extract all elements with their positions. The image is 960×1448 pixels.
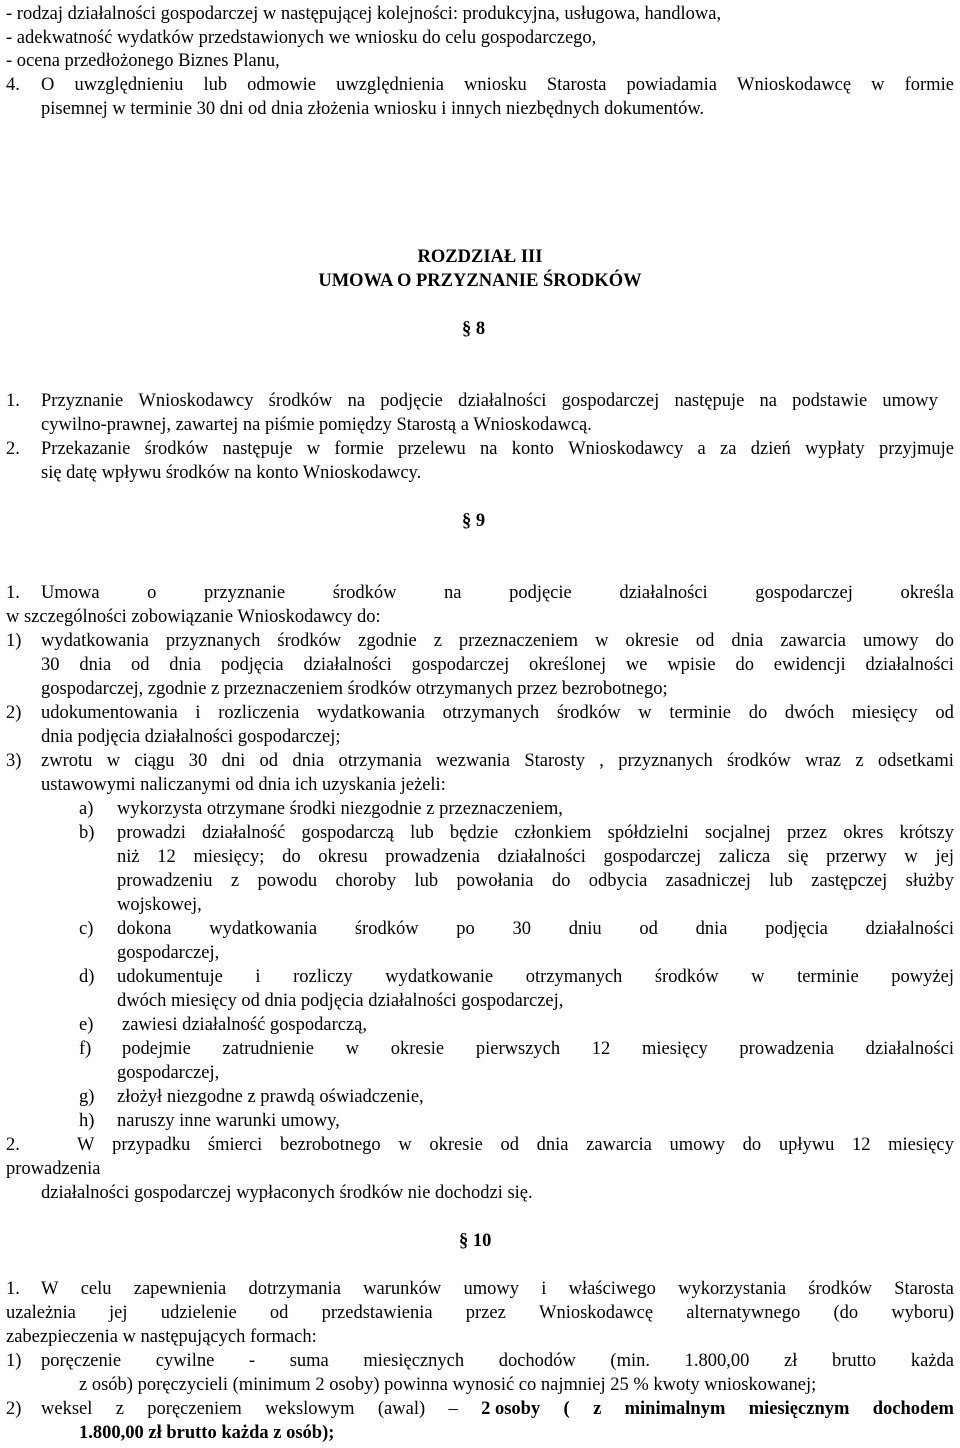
word: na xyxy=(347,391,366,411)
word: udzielenie xyxy=(160,1303,237,1323)
word: Wnioskodawcy xyxy=(568,439,684,459)
word: lub xyxy=(410,823,434,843)
word: jej xyxy=(109,1303,128,1323)
word: prowadzenia xyxy=(385,847,480,867)
word: środków xyxy=(727,751,791,771)
word: okres xyxy=(843,823,884,843)
sub-item-c-line-1 xyxy=(117,917,954,941)
word: minimalnym xyxy=(624,1399,726,1419)
word: zawarcia xyxy=(780,631,846,651)
word: członkiem xyxy=(514,823,592,843)
word: z xyxy=(115,1399,124,1419)
chapter-title: UMOWA O PRZYZNANIE ŚRODKÓW xyxy=(318,271,642,291)
word: po xyxy=(456,919,475,939)
word: określa xyxy=(900,583,954,603)
word: w xyxy=(345,1039,360,1059)
word: formie xyxy=(904,75,954,95)
word: zgodnie xyxy=(358,631,417,651)
par9-p1-line-1 xyxy=(41,581,954,605)
sub-item-letter: c) xyxy=(79,919,94,939)
word: ewidencji xyxy=(773,655,846,675)
word: przez xyxy=(465,1303,506,1323)
criteria-item: - ocena przedłożonego Biznes Planu, xyxy=(6,51,280,71)
word: ciągu xyxy=(134,751,175,771)
par9-i1-line-2 xyxy=(41,653,954,677)
word: Przekazanie xyxy=(41,439,131,459)
word: dnia xyxy=(79,655,112,675)
par10-p1-line-3: zabezpieczenia w następujących formach: xyxy=(6,1327,317,1347)
word: na xyxy=(444,583,462,603)
word: Starosta xyxy=(546,75,607,95)
sub-item-letter: h) xyxy=(79,1111,95,1131)
word: określonej xyxy=(529,655,607,675)
word: miesięcznym xyxy=(748,1399,850,1419)
word: od xyxy=(130,655,150,675)
word: wydatkowanie xyxy=(385,967,494,987)
paragraph-heading-10 xyxy=(459,1229,491,1253)
word: dochodem xyxy=(872,1399,954,1419)
word: dnia xyxy=(695,919,728,939)
word: od xyxy=(935,703,954,723)
word: zatrudnienie xyxy=(222,1039,314,1059)
word: 2 osoby xyxy=(481,1399,541,1419)
word: wekslowym xyxy=(265,1399,355,1419)
word: okresie xyxy=(625,631,679,651)
word: powiadamia xyxy=(626,75,717,95)
word: następuje xyxy=(674,391,745,411)
word: podjęcia xyxy=(220,655,284,675)
word: warunków xyxy=(363,1279,442,1299)
word: okresu xyxy=(318,847,368,867)
word: krótszy xyxy=(899,823,954,843)
word: poręczeniem xyxy=(147,1399,242,1419)
word: poręczenie xyxy=(41,1351,122,1371)
word: miesięcy xyxy=(888,1135,954,1155)
word: wykorzystania xyxy=(678,1279,787,1299)
word: miesięcy xyxy=(641,1039,708,1059)
word: dniu xyxy=(568,919,602,939)
word: miesięcy xyxy=(851,703,918,723)
word: się xyxy=(787,847,809,867)
par9-i1-line-3: gospodarczej, zgodnie z przeznaczeniem środków otrzymanych przez bezrobotnego; xyxy=(41,679,668,699)
word: od xyxy=(259,751,279,771)
criteria-item: - rodzaj działalności gospodarczej w następującej kolejności: produkcyjna, usługowa, handlowa, xyxy=(6,4,722,24)
word: przelewu xyxy=(397,439,466,459)
word: umowy xyxy=(862,631,919,651)
word: umowy xyxy=(882,391,938,411)
word: 30 xyxy=(41,655,60,675)
word: Starosty xyxy=(524,751,585,771)
word: działalności xyxy=(865,919,954,939)
word: od xyxy=(639,919,658,939)
word: suma xyxy=(289,1351,329,1371)
word: celu xyxy=(80,1279,112,1299)
word: od xyxy=(500,1135,519,1155)
paragraph-heading-8 xyxy=(462,317,485,341)
word: cywilne xyxy=(155,1351,215,1371)
word: w xyxy=(871,75,885,95)
word: przyznanych xyxy=(618,751,713,771)
item-number: 1. xyxy=(6,391,20,411)
word: W xyxy=(41,1279,59,1299)
word: wyboru) xyxy=(891,1303,954,1323)
word: działalności xyxy=(865,655,954,675)
word: na xyxy=(480,439,498,459)
word: prowadzeniu xyxy=(117,871,213,891)
word: środków xyxy=(332,583,397,603)
word: powołania xyxy=(456,871,534,891)
word: przyznanych xyxy=(165,631,261,651)
par9-p2-line-1 xyxy=(77,1133,954,1157)
word: dotrzymania xyxy=(248,1279,341,1299)
word: powodu xyxy=(257,871,318,891)
word: w xyxy=(751,967,765,987)
word: (do xyxy=(833,1303,859,1323)
section-sign: § xyxy=(462,511,472,531)
par10-i2-line-1 xyxy=(41,1397,954,1421)
word: weksel xyxy=(41,1399,93,1419)
word: umowy xyxy=(463,1279,519,1299)
word: udokumentowania xyxy=(41,703,178,723)
word: środków xyxy=(654,967,719,987)
word: terminie xyxy=(669,703,731,723)
word: odbycia xyxy=(588,871,648,891)
par9-i2-line-1 xyxy=(41,701,954,725)
par10-i2-line-2: 1.800,00 zł brutto każda z osób); xyxy=(79,1423,335,1443)
word: Wnioskodawcę xyxy=(737,75,852,95)
sub-item-letter: d) xyxy=(79,967,95,987)
word: do xyxy=(735,655,754,675)
word: do xyxy=(935,631,954,651)
sub-item-b-line-1 xyxy=(117,821,954,845)
sub-item-d-line-1 xyxy=(117,965,954,989)
sub-item-letter: b) xyxy=(79,823,95,843)
item-number: 2. xyxy=(6,439,20,459)
par9-p1-line-2: w szczególności zobowiązanie Wnioskodawcy do: xyxy=(6,607,381,627)
item-4-line-2: pisemnej w terminie 30 dni od dnia złożenia wniosku i innych niezbędnych dokumentów. xyxy=(41,99,705,119)
sub-item-f-line-2: gospodarczej, xyxy=(117,1063,220,1083)
word: zasadniczej xyxy=(665,871,751,891)
word: działalność xyxy=(202,823,286,843)
word: podejmie xyxy=(122,1039,191,1059)
paragraph-number: 10 xyxy=(472,1231,492,1251)
sub-item-letter: e) xyxy=(79,1015,94,1035)
word: dni xyxy=(221,751,246,771)
item-number: 2) xyxy=(6,703,22,723)
word: przyznanie xyxy=(203,583,286,603)
word: odsetkami xyxy=(877,751,954,771)
item-number: 1. xyxy=(6,1279,20,1299)
word: zapewnienia xyxy=(133,1279,227,1299)
word: na xyxy=(759,391,777,411)
word: lub xyxy=(769,871,793,891)
word: z xyxy=(855,751,864,771)
word: właściwego xyxy=(568,1279,656,1299)
word: od xyxy=(269,1303,289,1323)
par9-p2-line-3: działalności gospodarczej wypłaconych środków nie dochodzi się. xyxy=(41,1183,533,1203)
word: udokumentuje xyxy=(117,967,223,987)
par10-i1-line-1 xyxy=(41,1349,954,1373)
item-4-line-1 xyxy=(41,73,954,97)
word: rozliczy xyxy=(293,967,353,987)
word: miesięcy; xyxy=(193,847,265,867)
word: i xyxy=(541,1279,547,1299)
word: zawarcia xyxy=(586,1135,652,1155)
word: lub xyxy=(203,75,228,95)
word: we xyxy=(625,655,648,675)
word: podstawie xyxy=(792,391,868,411)
word: przyjmuje xyxy=(878,439,954,459)
word: W xyxy=(77,1135,95,1155)
word: 12 xyxy=(851,1135,871,1155)
word: Umowa xyxy=(41,583,100,603)
word: gospodarczej xyxy=(411,655,510,675)
word: następuje xyxy=(222,439,293,459)
item-number: 2) xyxy=(6,1399,22,1419)
word: miesięcznych xyxy=(363,1351,465,1371)
word: gospodarczej xyxy=(755,583,853,603)
word: będzie xyxy=(449,823,499,843)
word: dnia xyxy=(731,631,764,651)
word: podjęcia xyxy=(765,919,828,939)
sub-item-d-line-2: dwóch miesięcy od dnia podjęcia działalności gospodarczej, xyxy=(117,991,564,1011)
word: działalności xyxy=(619,583,708,603)
item-number: 2. xyxy=(6,1135,20,1155)
par8-p1-line-1 xyxy=(41,389,938,413)
word: z xyxy=(433,631,442,651)
word: każda xyxy=(910,1351,954,1371)
chapter-number: ROZDZIAŁ III xyxy=(417,247,543,267)
sub-item-b-line-3 xyxy=(117,869,954,893)
word: podjęcie xyxy=(509,583,572,603)
word: działalności xyxy=(497,847,586,867)
item-number: 1) xyxy=(6,631,22,651)
word: wraz xyxy=(805,751,842,771)
word: gospodarczej xyxy=(561,391,660,411)
par8-p2-line-2: się datę wpływu środków na konto Wnioskodawcy. xyxy=(41,463,422,483)
word: otrzymania xyxy=(338,751,422,771)
paragraph-number: 8 xyxy=(475,319,486,339)
word: przedstawienia xyxy=(321,1303,433,1323)
word: a xyxy=(697,439,706,459)
section-sign: § xyxy=(462,319,472,339)
item-number: 4. xyxy=(6,75,20,95)
word: rozliczenia xyxy=(218,703,300,723)
paragraph-number: 9 xyxy=(475,511,486,531)
sub-item-e: zawiesi działalność gospodarczą, xyxy=(122,1015,368,1035)
word: bezrobotnego xyxy=(279,1135,381,1155)
word: alternatywnego xyxy=(686,1303,801,1323)
word: o xyxy=(147,583,157,603)
word: zwrotu xyxy=(41,751,93,771)
word: upływu xyxy=(778,1135,835,1155)
word: w xyxy=(595,631,609,651)
word: powyżej xyxy=(891,967,954,987)
word: Przyznanie xyxy=(41,391,124,411)
word: lub xyxy=(414,871,439,891)
word: uzależnia xyxy=(6,1303,76,1323)
sub-item-c-line-2: gospodarczej, xyxy=(117,943,220,963)
word: działalności xyxy=(865,1039,954,1059)
word: przypadku xyxy=(112,1135,191,1155)
word: działalności xyxy=(458,391,547,411)
word: O xyxy=(41,75,55,95)
sub-item-b-line-2 xyxy=(117,845,954,869)
word: środków xyxy=(277,631,342,651)
par8-p1-line-2: cywilno-prawnej, zawartej na piśmie pomiędzy Starostą a Wnioskodawcą. xyxy=(41,415,592,435)
sub-item-letter: g) xyxy=(79,1087,95,1107)
sub-item-g: złożył niezgodne z prawdą oświadczenie, xyxy=(117,1087,424,1107)
word: przez xyxy=(786,823,828,843)
word: dwóch xyxy=(784,703,835,723)
word: prowadzi xyxy=(117,823,186,843)
word: śmierci xyxy=(207,1135,263,1155)
par9-i3-line-1 xyxy=(41,749,954,773)
word: wniosku xyxy=(464,75,527,95)
item-number: 1. xyxy=(6,583,20,603)
word: podjęcie xyxy=(380,391,443,411)
word: ( xyxy=(563,1399,570,1419)
word: wpisie xyxy=(667,655,716,675)
par9-i3-line-2: ustawowymi naliczanymi od dnia ich uzyskania jeżeli: xyxy=(41,775,446,795)
word: dochodów xyxy=(498,1351,576,1371)
word: pierwszych xyxy=(475,1039,561,1059)
word: niż xyxy=(117,847,140,867)
word: formie xyxy=(334,439,384,459)
word: wydatkowania xyxy=(209,919,318,939)
item-number: 1) xyxy=(6,1351,22,1371)
sub-item-letter: f) xyxy=(79,1039,92,1059)
word: dnia xyxy=(292,751,325,771)
word: dnia xyxy=(536,1135,569,1155)
word: 1.800,00 xyxy=(684,1351,750,1371)
par10-p1-line-2 xyxy=(6,1301,954,1325)
word: z xyxy=(593,1399,602,1419)
word: zalicza xyxy=(718,847,771,867)
word: 12 xyxy=(157,847,176,867)
word: okresie xyxy=(390,1039,445,1059)
word: wypłaty xyxy=(805,439,865,459)
word: do xyxy=(282,847,301,867)
word: do xyxy=(748,703,768,723)
criteria-item: - adekwatność wydatków przedstawionych we wniosku do celu gospodarczego, xyxy=(6,28,597,48)
sub-item-b-line-4: wojskowej, xyxy=(117,895,202,915)
word: konto xyxy=(511,439,554,459)
word: (awal) xyxy=(377,1399,426,1419)
word: przeznaczeniem xyxy=(458,631,579,651)
word: socjalnej xyxy=(705,823,771,843)
word: środków xyxy=(808,1279,873,1299)
word: uwzględnieniu xyxy=(74,75,184,95)
word: środków xyxy=(556,703,621,723)
word: spółdzielni xyxy=(607,823,689,843)
word: - xyxy=(248,1351,256,1371)
word: i xyxy=(255,967,261,987)
word: wydatkowania xyxy=(317,703,425,723)
par9-p2-line-2: prowadzenia xyxy=(6,1159,101,1179)
word: okresie xyxy=(429,1135,483,1155)
word: brutto xyxy=(831,1351,877,1371)
word: w xyxy=(106,751,121,771)
word: (min. xyxy=(610,1351,650,1371)
word: do xyxy=(742,1135,762,1155)
sub-item-f-line-1 xyxy=(122,1037,954,1061)
word: środków xyxy=(268,391,333,411)
par10-i1-line-2: z osób) poręczycieli (minimum 2 osoby) powinna wynosić co najmniej 25 % kwoty wnioskowanej; xyxy=(79,1375,817,1395)
word: zł xyxy=(784,1351,798,1371)
word: za xyxy=(720,439,737,459)
word: z xyxy=(230,871,240,891)
word: wydatkowania xyxy=(41,631,149,651)
word: i xyxy=(195,703,201,723)
word: wezwania xyxy=(436,751,510,771)
word: terminie xyxy=(797,967,859,987)
par10-p1-line-1 xyxy=(41,1277,954,1301)
word: prowadzenia xyxy=(739,1039,834,1059)
word: 12 xyxy=(591,1039,611,1059)
word: umowy xyxy=(669,1135,725,1155)
word: środków xyxy=(354,919,419,939)
word: dzień xyxy=(750,439,791,459)
word: 30 xyxy=(512,919,532,939)
paragraph-heading-9 xyxy=(462,509,485,533)
par9-i1-line-1 xyxy=(41,629,954,653)
word: gospodarczej xyxy=(603,847,702,867)
word: uwzględnienia xyxy=(336,75,444,95)
word: w xyxy=(904,847,918,867)
section-sign: § xyxy=(459,1231,469,1251)
word: w xyxy=(398,1135,412,1155)
word: służby xyxy=(905,871,954,891)
word: choroby xyxy=(335,871,397,891)
word: – xyxy=(448,1399,458,1419)
word: otrzymanych xyxy=(525,967,623,987)
sub-item-a: wykorzysta otrzymane środki niezgodnie z przeznaczeniem, xyxy=(117,799,563,819)
word: gospodarczą xyxy=(301,823,394,843)
sub-item-h: naruszy inne warunki umowy, xyxy=(117,1111,340,1131)
word: w xyxy=(638,703,652,723)
sub-item-letter: a) xyxy=(79,799,94,819)
word: , xyxy=(599,751,604,771)
word: Wnioskodawcy xyxy=(138,391,254,411)
word: Starosta xyxy=(894,1279,954,1299)
word: jej xyxy=(935,847,954,867)
word: od xyxy=(695,631,715,651)
word: 30 xyxy=(188,751,208,771)
word: otrzymanych xyxy=(442,703,540,723)
par9-i2-line-2: dnia podjęcia działalności gospodarczej; xyxy=(41,727,341,747)
word: zastępczej xyxy=(811,871,888,891)
word: Wnioskodawcę xyxy=(538,1303,654,1323)
item-number: 3) xyxy=(6,751,22,771)
word: odmowie xyxy=(247,75,317,95)
word: działalności xyxy=(303,655,392,675)
word: dokona xyxy=(117,919,172,939)
word: do xyxy=(551,871,571,891)
word: dnia xyxy=(169,655,202,675)
word: środków xyxy=(144,439,209,459)
word: w xyxy=(306,439,321,459)
par8-p2-line-1 xyxy=(41,437,954,461)
word: przerwy xyxy=(826,847,887,867)
